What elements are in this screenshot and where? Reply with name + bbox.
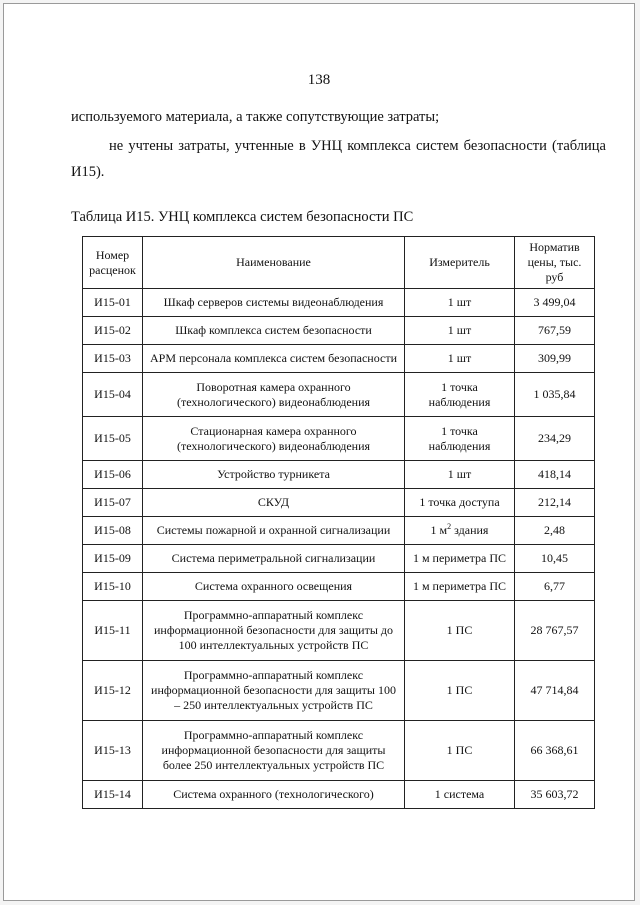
price-table [82,236,595,809]
cell-code: И15-01 [83,289,143,317]
cell-price: 418,14 [515,461,595,489]
cell-code: И15-10 [83,573,143,601]
page-number: 138 [307,72,331,88]
cell-name: Поворотная камера охранного (технологического) видеонаблюдения [143,373,405,417]
cell-name: Программно-аппаратный комплекс информационной безопасности для защиты более 250 интеллектуальных устройств ПС [143,721,405,781]
cell-code: И15-11 [83,601,143,661]
cell-unit: 1 система [405,781,515,809]
cell-code: И15-14 [83,781,143,809]
cell-name: Шкаф серверов системы видеонаблюдения [143,289,405,317]
cell-unit: 1 шт [405,317,515,345]
unit-superscript: 2 [447,522,452,531]
cell-price: 767,59 [515,317,595,345]
table-row [83,661,595,721]
header-unit: Измеритель [405,237,515,289]
cell-price: 47 714,84 [515,661,595,721]
cell-code: И15-08 [83,517,143,545]
table-row [83,317,595,345]
cell-name: Система периметральной сигнализации [143,545,405,573]
table-row [83,781,595,809]
header-name: Наименование [143,237,405,289]
cell-code: И15-13 [83,721,143,781]
cell-price: 10,45 [515,545,595,573]
cell-name: АРМ персонала комплекса систем безопасности [143,345,405,373]
cell-unit: 1 ПС [405,721,515,781]
cell-name: Устройство турникета [143,461,405,489]
cell-code: И15-05 [83,417,143,461]
header-code: Номер расценок [83,237,143,289]
table-row [83,545,595,573]
cell-unit: 1 м периметра ПС [405,573,515,601]
cell-price: 2,48 [515,517,595,545]
cell-unit: 1 шт [405,461,515,489]
cell-price: 234,29 [515,417,595,461]
table-row [83,373,595,417]
cell-name: Шкаф комплекса систем безопасности [143,317,405,345]
cell-unit: 1 шт [405,345,515,373]
paragraph-2: не учтены затраты, учтенные в УНЦ комплекса систем безопасности (таблица И15). [71,138,606,180]
table-row [83,517,595,545]
table-row [83,345,595,373]
header-price: Норматив цены, тыс. руб [515,237,595,289]
unit-text-after: здания [451,523,489,537]
cell-unit: 1 м периметра ПС [405,545,515,573]
table-caption: Таблица И15. УНЦ комплекса систем безопасности ПС [71,209,414,225]
cell-unit [405,517,515,545]
cell-name: Система охранного освещения [143,573,405,601]
cell-name: Системы пожарной и охранной сигнализации [143,517,405,545]
cell-code: И15-03 [83,345,143,373]
table-body [83,289,595,809]
cell-name: Программно-аппаратный комплекс информационной безопасности для защиты 100 – 250 интеллектуальных устройств ПС [143,661,405,721]
cell-name: Система охранного (технологического) [143,781,405,809]
cell-code: И15-04 [83,373,143,417]
paragraph-1: используемого материала, а также сопутствующие затраты; [71,109,440,125]
cell-unit: 1 точка наблюдения [405,373,515,417]
table-row [83,461,595,489]
cell-price: 6,77 [515,573,595,601]
cell-unit: 1 ПС [405,661,515,721]
cell-code: И15-02 [83,317,143,345]
cell-code: И15-12 [83,661,143,721]
table-header-row [83,237,595,289]
document-page [3,3,635,901]
table-row [83,417,595,461]
cell-price: 1 035,84 [515,373,595,417]
table-row [83,721,595,781]
cell-name: СКУД [143,489,405,517]
cell-price: 35 603,72 [515,781,595,809]
cell-price: 66 368,61 [515,721,595,781]
cell-name: Стационарная камера охранного (технологического) видеонаблюдения [143,417,405,461]
cell-unit: 1 ПС [405,601,515,661]
cell-name: Программно-аппаратный комплекс информационной безопасности для защиты до 100 интеллектуальных устройств ПС [143,601,405,661]
cell-unit: 1 точка наблюдения [405,417,515,461]
cell-price: 3 499,04 [515,289,595,317]
table-row [83,489,595,517]
cell-price: 309,99 [515,345,595,373]
cell-unit: 1 шт [405,289,515,317]
cell-code: И15-07 [83,489,143,517]
cell-unit: 1 точка доступа [405,489,515,517]
table-row [83,573,595,601]
cell-code: И15-06 [83,461,143,489]
table-row [83,601,595,661]
table-row [83,289,595,317]
unit-text: 1 м [430,523,448,537]
cell-price: 28 767,57 [515,601,595,661]
cell-price: 212,14 [515,489,595,517]
cell-code: И15-09 [83,545,143,573]
